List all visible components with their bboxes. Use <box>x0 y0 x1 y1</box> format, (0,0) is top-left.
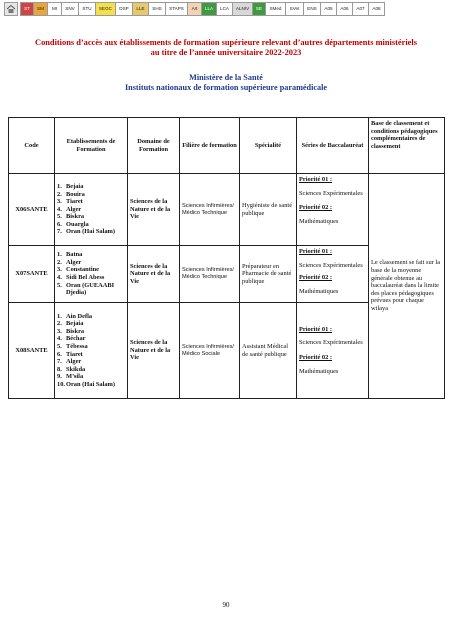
list-item <box>57 328 125 336</box>
table-row <box>9 174 445 246</box>
row-etablissements <box>55 246 128 303</box>
priority-1-label: Priorité 01 : <box>299 176 333 183</box>
nav-tab-lla[interactable]: LLA <box>202 2 217 16</box>
priority-2-label: Priorité 02 : <box>299 274 333 282</box>
list-item <box>57 381 125 389</box>
nav-tab-sm[interactable]: SM <box>34 2 48 16</box>
nav-tab-a08[interactable]: A08 <box>369 2 385 16</box>
specialty-nav-bar <box>4 2 385 16</box>
header-domaine: Domaine de Formation <box>128 118 180 174</box>
list-item <box>57 221 125 229</box>
list-item-number: 4. <box>57 274 62 281</box>
nav-tab-lle[interactable]: LLE <box>133 2 149 16</box>
list-item <box>57 373 125 381</box>
row-filiere: Sciences Infirmières/ Médico Technique <box>180 246 240 303</box>
nav-tab-svet[interactable]: SVet <box>286 2 304 16</box>
row-series <box>297 303 369 399</box>
row-code: X06SANTE <box>9 174 55 246</box>
establishment-name: Constantine <box>66 266 100 274</box>
row-series <box>297 174 369 246</box>
row-etablissements <box>55 303 128 399</box>
list-item-number: 7. <box>57 358 62 366</box>
priority-1-value: Sciences Expérimentales <box>299 261 363 269</box>
list-item-number: 2. <box>57 258 62 266</box>
list-item-number: 6. <box>57 220 62 228</box>
nav-tab-smed[interactable]: SMed <box>266 2 286 16</box>
list-item-number: 7. <box>57 228 62 236</box>
priority-2-value: Mathématiques <box>299 217 339 225</box>
establishment-name: Bejaia <box>66 320 84 328</box>
nav-tab-lca[interactable]: LCA <box>217 2 233 16</box>
row-etablissements <box>55 174 128 246</box>
list-item <box>57 198 125 206</box>
list-item <box>57 213 125 221</box>
establishment-name: Sidi Bel Abess <box>66 274 105 281</box>
priority-1-value: Sciences Expérimentales <box>299 189 363 197</box>
nav-tab-staps[interactable]: STAPS <box>166 2 188 16</box>
row-domaine: Sciences de la Nature et de la Vie <box>128 246 180 303</box>
row-specialite: Hygiéniste de santé publique <box>240 174 297 246</box>
row-series <box>297 246 369 303</box>
list-item <box>57 228 125 236</box>
list-item <box>57 320 125 328</box>
header-code: Code <box>9 118 55 174</box>
list-item-number: 5. <box>57 342 62 350</box>
nav-tab-mi[interactable]: MI <box>48 2 62 16</box>
nav-tabs <box>20 2 385 16</box>
establishment-name: Tébessa <box>66 342 88 350</box>
nav-tab-a06[interactable]: A06 <box>337 2 353 16</box>
list-item-number: 4. <box>57 335 62 343</box>
priority-2-label: Priorité 02 : <box>299 204 333 212</box>
list-item <box>57 274 125 282</box>
nav-tab-a05[interactable]: A05 <box>321 2 337 16</box>
list-item-number: 3. <box>57 266 62 274</box>
institutes-title: Instituts nationaux de formation supérieure paramédicale <box>124 83 328 92</box>
header-base-classement: Base de classement et conditions pédagogiques complémentaires de classement <box>369 118 445 174</box>
home-button[interactable] <box>4 2 18 16</box>
row-domaine: Sciences de la Nature et de la Vie <box>128 174 180 246</box>
list-item <box>57 191 125 199</box>
list-item-number: 10. <box>57 380 65 388</box>
list-item <box>57 313 125 321</box>
list-item <box>57 366 125 374</box>
establishment-name: Tiaret <box>66 198 83 206</box>
establishment-name: Biskra <box>66 213 85 221</box>
priority-1-label: Priorité 01 : <box>299 248 333 255</box>
establishment-name: Ain Defla <box>66 312 93 320</box>
row-code: X07SANTE <box>9 246 55 303</box>
priority-2-value: Mathématiques <box>299 287 339 295</box>
conditions-table <box>8 117 445 399</box>
establishment-name: Ouargla <box>66 220 89 228</box>
list-item-number: 3. <box>57 198 62 206</box>
header-specialite: Spécialité <box>240 118 297 174</box>
nav-tab-alniv[interactable]: ALNIV <box>233 2 253 16</box>
establishment-name: Bejaia <box>66 182 84 190</box>
list-item <box>57 358 125 366</box>
list-item <box>57 351 125 359</box>
nav-tab-a07[interactable]: A07 <box>353 2 369 16</box>
establishment-name: Alger <box>66 258 82 266</box>
table-header-row <box>9 118 445 174</box>
nav-tab-ens[interactable]: ENS <box>304 2 321 16</box>
establishment-name: M’sila <box>66 373 84 381</box>
nav-tab-stu[interactable]: STU <box>79 2 96 16</box>
establishment-name: Batna <box>66 251 83 259</box>
nav-tab-art[interactable]: Art <box>188 2 202 16</box>
list-item <box>57 259 125 267</box>
nav-tab-shs[interactable]: SHS <box>149 2 166 16</box>
establishment-name: Alger <box>66 205 82 213</box>
priority-2-value: Mathématiques <box>299 367 339 375</box>
list-item-number: 2. <box>57 320 62 328</box>
list-item <box>57 343 125 351</box>
list-item-number: 4. <box>57 205 62 213</box>
list-item-number: 8. <box>57 365 62 373</box>
page-number: 90 <box>222 601 230 609</box>
nav-tab-se[interactable]: SE <box>253 2 266 16</box>
list-item-number: 3. <box>57 327 62 335</box>
list-item-number: 2. <box>57 190 62 198</box>
conditions-title-line2: au titre de l’année universitaire 2022-2023 <box>150 48 302 57</box>
list-item <box>57 251 125 259</box>
list-item-number: 1. <box>57 312 62 320</box>
row-specialite: Assistant Médical de santé publique <box>240 303 297 399</box>
list-item-number: 5. <box>57 213 62 221</box>
list-item-number: 6. <box>57 350 62 358</box>
establishment-name: Alger <box>66 358 82 366</box>
header-filiere: Filière de formation <box>180 118 240 174</box>
establishment-name: Oran (Hai Salam) <box>66 228 115 236</box>
list-item-number: 9. <box>57 373 62 381</box>
establishment-name: Béchar <box>66 335 86 343</box>
row-filiere: Sciences Infirmières/ Médico Sociale <box>180 303 240 399</box>
list-item-number: 1. <box>57 182 62 190</box>
list-item <box>57 282 125 297</box>
conditions-title-line1: Conditions d’accès aux établissements de formation supérieure relevant d’autres départements ministériels <box>35 38 417 47</box>
establishment-name: Biskra <box>66 327 85 335</box>
classement-conditions: Le classement se fait sur la base de la moyenne générale obtenue au baccalauréat dans la limite des places pédagogiques prévues pour chaque wilaya <box>369 174 445 399</box>
header-series: Séries de Baccalauréat <box>297 118 369 174</box>
establishment-name: Skikda <box>66 365 86 373</box>
list-item <box>57 206 125 214</box>
home-icon <box>6 4 16 14</box>
establishment-name: Tiaret <box>66 350 83 358</box>
nav-tab-st[interactable]: ST <box>20 2 34 16</box>
establishment-name: Oran (Hai Salam) <box>66 380 115 388</box>
row-specialite: Préparateur en Pharmacie de santé publique <box>240 246 297 303</box>
nav-tab-dsp[interactable]: DSP <box>116 2 133 16</box>
row-code: X08SANTE <box>9 303 55 399</box>
ministry-title: Ministère de la Santé <box>189 73 263 82</box>
priority-2-label: Priorité 02 : <box>299 354 333 361</box>
row-domaine: Sciences de la Nature et de la Vie <box>128 303 180 399</box>
priority-1-value: Sciences Expérimentales <box>299 339 363 347</box>
list-item <box>57 266 125 274</box>
establishment-name: Oran (GUEAABI Djedia) <box>66 281 115 297</box>
list-item-number: 1. <box>57 251 62 259</box>
list-item-number: 5. <box>57 281 62 289</box>
list-item <box>57 183 125 191</box>
list-item <box>57 335 125 343</box>
row-filiere: Sciences Infirmières/ Médico Technique <box>180 174 240 246</box>
nav-tab-segc[interactable]: SEGC <box>96 2 116 16</box>
priority-1-label: Priorité 01 : <box>299 325 333 333</box>
establishment-name: Bouira <box>66 190 85 198</box>
header-etablissements: Etablissements de Formation <box>55 118 128 174</box>
nav-tab-snv[interactable]: SNV <box>62 2 79 16</box>
